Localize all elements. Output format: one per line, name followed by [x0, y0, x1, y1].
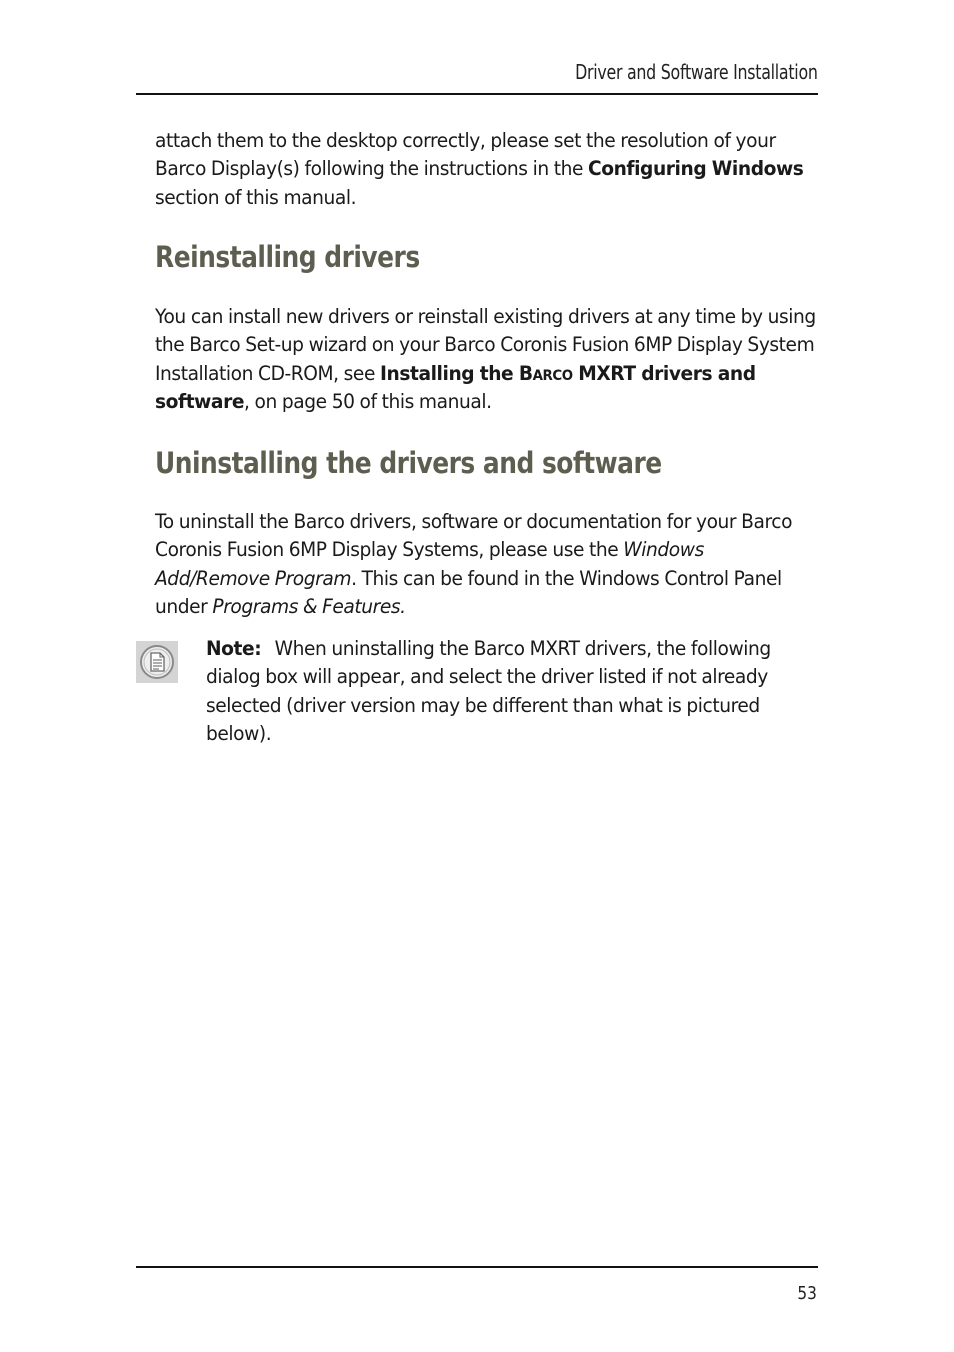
uninstall-italic-2: Programs & Features. — [212, 594, 406, 618]
reinstall-ref-brand: Barco — [518, 361, 573, 385]
intro-link-configuring-windows: Configuring Windows — [588, 157, 804, 181]
reinstall-text-2: , on page 50 of this manual. — [244, 389, 492, 413]
note-label: Note: — [206, 637, 262, 660]
uninstall-text-1: To uninstall the Barco drivers, software or documentation for your Barco Coronis Fusion 6MP Display Systems, please use the — [155, 510, 793, 562]
page-number: 53 — [797, 1283, 817, 1304]
intro-paragraph — [155, 127, 818, 212]
footer-rule — [136, 1266, 818, 1268]
heading-uninstalling-drivers: Uninstalling the drivers and software — [155, 446, 662, 480]
intro-text-2: section of this manual. — [155, 185, 357, 209]
uninstall-text-2: . This can be found in the Windows Control Panel under — [155, 566, 782, 618]
note-document-icon — [136, 641, 178, 683]
heading-reinstalling-drivers: Reinstalling drivers — [155, 240, 420, 274]
reinstall-paragraph — [155, 303, 818, 416]
uninstall-italic-1: Windows Add/Remove Program — [155, 538, 704, 590]
reinstall-ref-1: Installing the — [379, 361, 519, 385]
reinstall-ref-2: MXRT drivers and software — [155, 361, 756, 413]
note-block — [206, 635, 818, 748]
reinstall-text-1: You can install new drivers or reinstall existing drivers at any time by using the Barco Set-up wizard on your Barco Coronis Fusion 6MP Display System Installation CD-ROM, see — [155, 305, 816, 385]
intro-text-1: attach them to the desktop correctly, please set the resolution of your Barco Display(s) following the instructions in the — [155, 129, 776, 181]
running-header: Driver and Software Installation — [575, 60, 818, 84]
uninstall-paragraph — [155, 508, 818, 621]
note-text: When uninstalling the Barco MXRT drivers, the following dialog box will appear, and select the driver listed if not already selected (driver version may be different than what is pictured below). — [206, 637, 771, 745]
header-rule — [136, 93, 818, 95]
